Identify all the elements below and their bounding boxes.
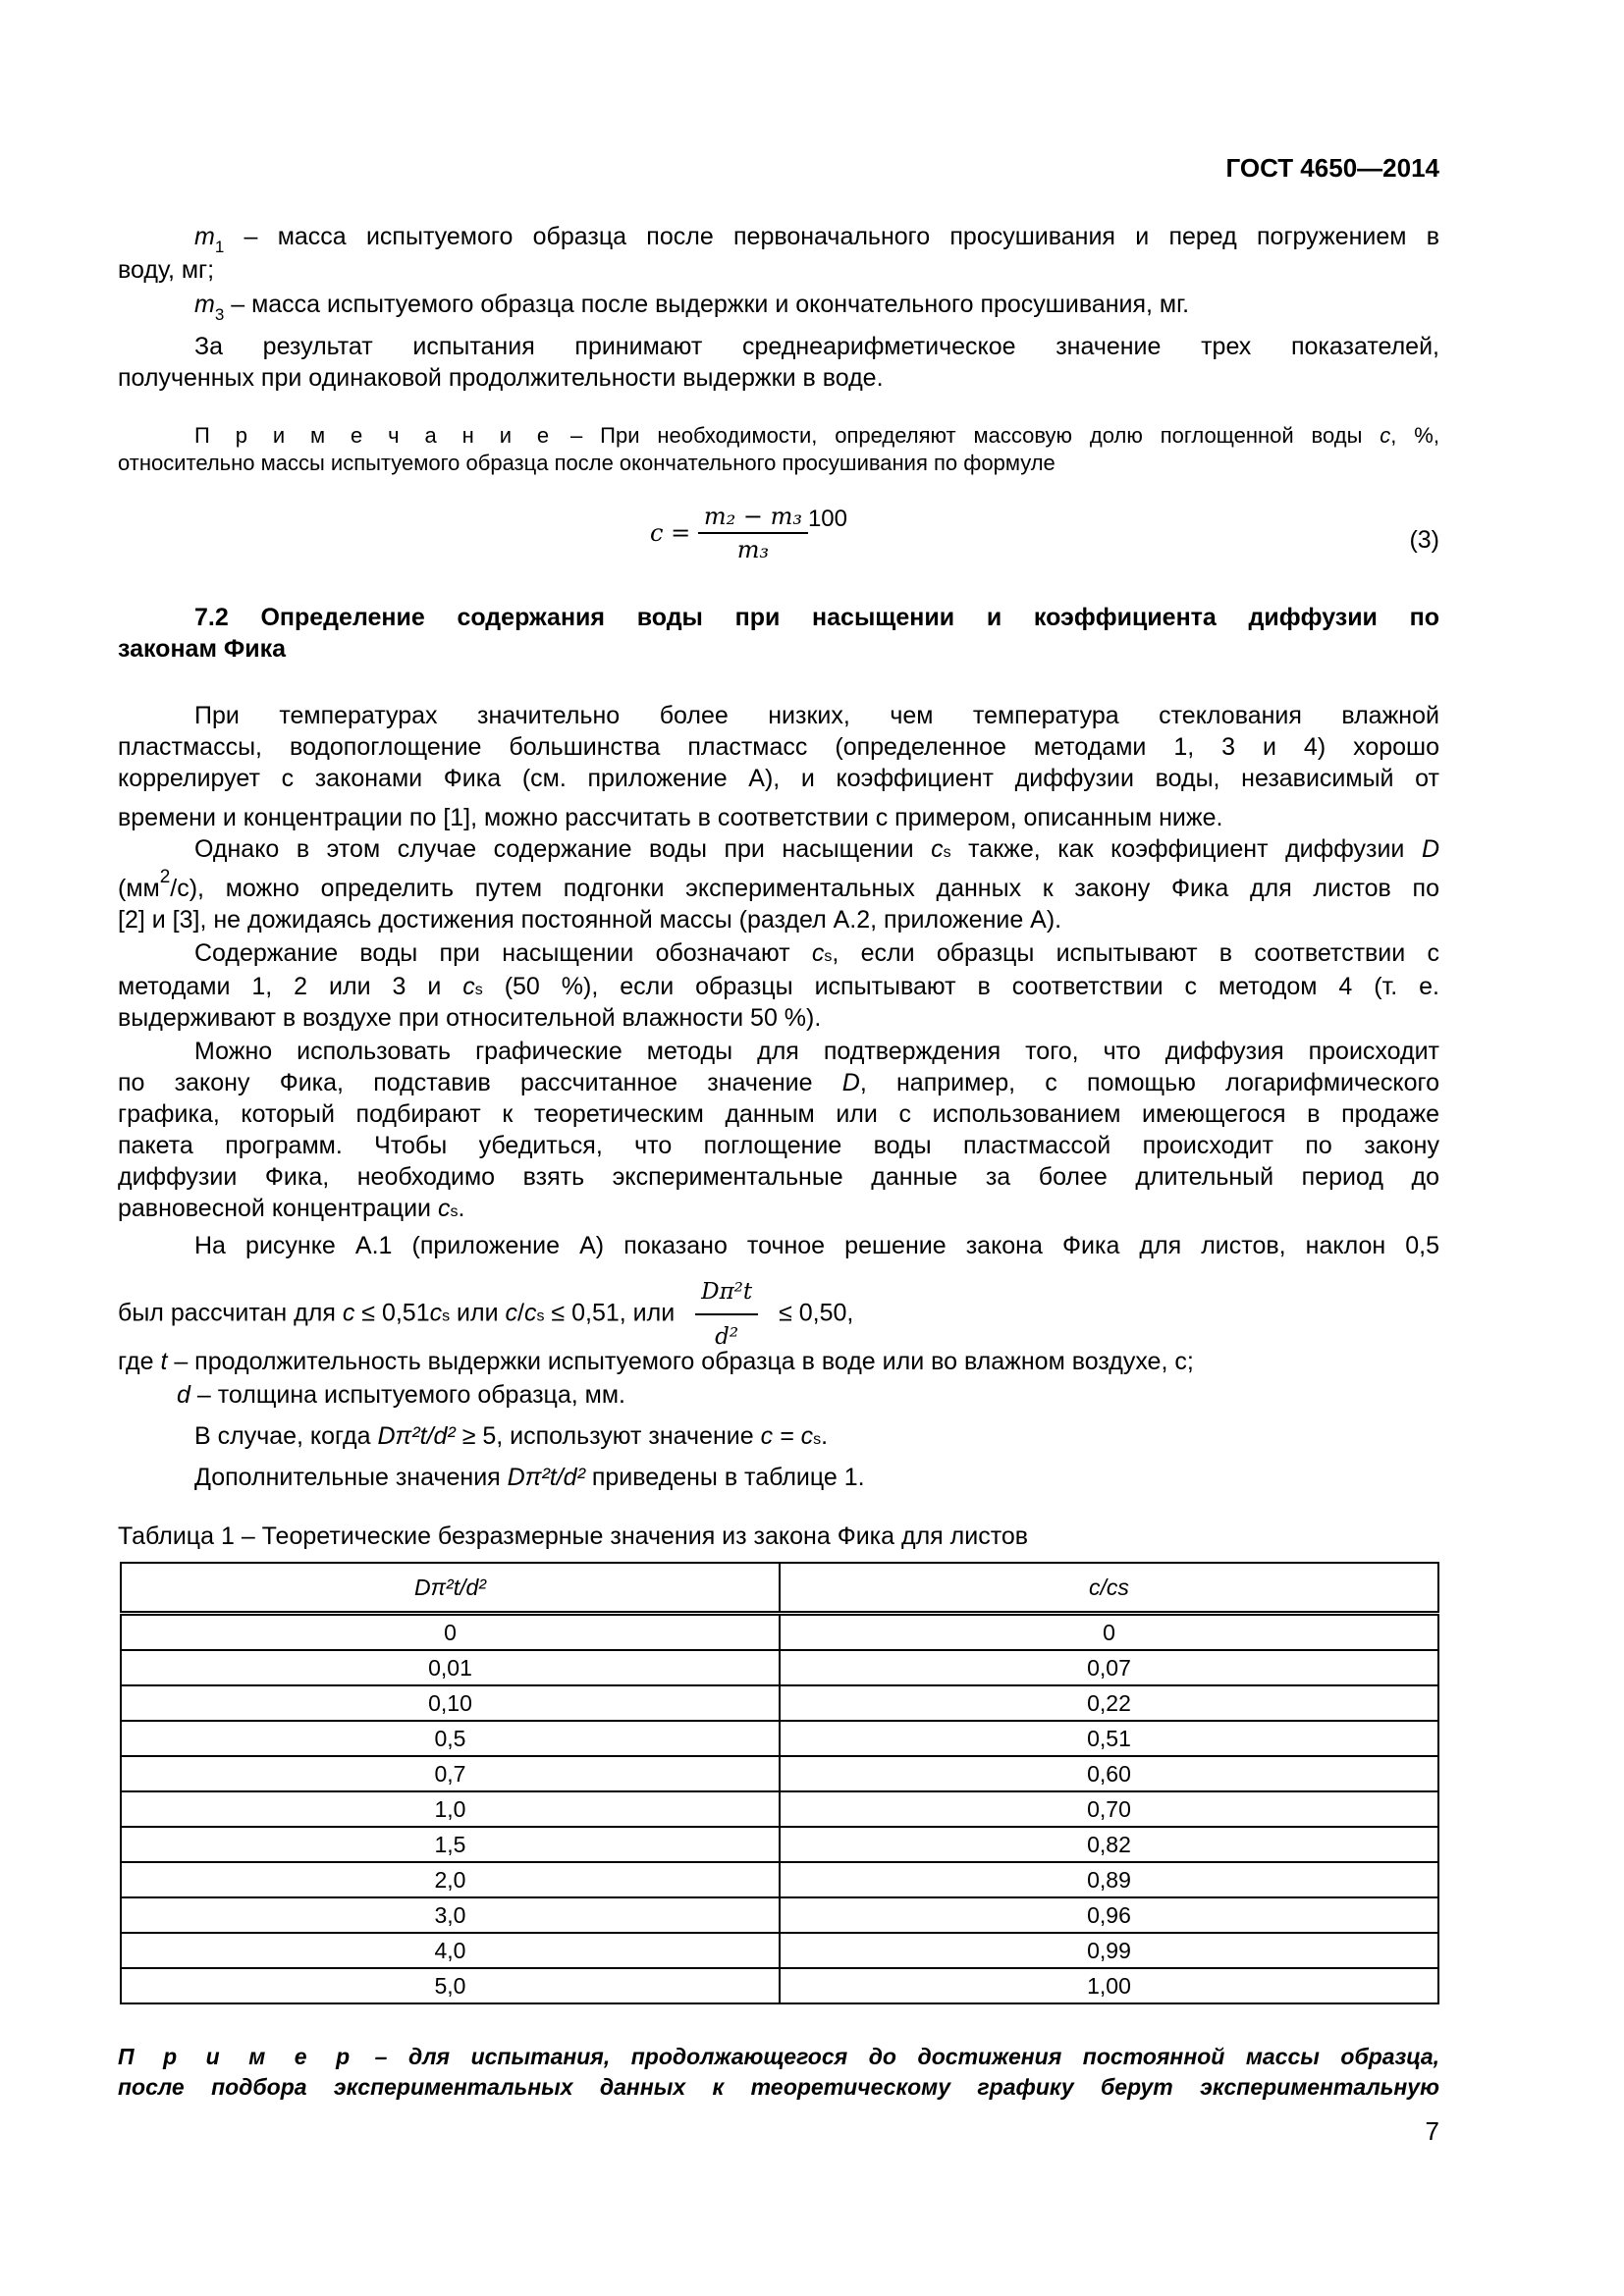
note-var-c: c [1380,423,1391,448]
extra-text-a: Дополнительные значения [194,1464,508,1491]
para2-mm-sup: 2 [159,867,171,887]
table-cell-concentration: 0,99 [780,1933,1438,1968]
cs-symbol: c [811,939,825,967]
example-label: П р и м е р [118,2044,354,2069]
t-symbol: t [160,1348,168,1375]
para5-text-b: ≤ 0,51 [354,1299,430,1327]
para3-text-a: Содержание воды при насыщении обозначают [194,939,812,967]
para4-line3: графика, который подбирают к теоретическим данным или с использованием имеющегося в продаже [118,1100,1439,1128]
c-symbol: c [505,1299,518,1327]
section-title-line2: законам Фика [118,635,287,663]
para3-line3: выдерживают в воздухе при относительной влажности 50 %). [118,1004,822,1032]
cs-subscript: s [442,1308,451,1325]
para4-line5: диффузии Фика, необходимо взять экспериментальные данные за более длительный период до [118,1163,1439,1191]
table-cell-ratio: 0 [121,1614,780,1651]
table-cell-ratio: 0,7 [121,1756,780,1791]
para4-text-b: , например, с помощью логарифмического [859,1069,1439,1096]
para3-text-d: (50 %), если образцы испытывают в соответствии с методом 4 (т. е. [482,973,1439,1000]
table-header-col2: c/cs [780,1563,1438,1614]
para2-mm: (мм [118,875,160,902]
para5-text-e: ≤ 0,50, [779,1299,854,1327]
formula-3 [650,503,847,563]
table-cell-concentration: 0,70 [780,1791,1438,1827]
extra-expr: Dπ²t/d² [507,1464,585,1491]
section-title-line1: 7.2 Определение содержания воды при насыщении и коэффициента диффузии по [194,604,1439,631]
ratio-denominator: d² [715,1324,739,1350]
table-cell-concentration: 1,00 [780,1968,1438,2003]
case-c-eq: c = c [760,1422,814,1450]
note-label: П р и м е ч а н и е [194,423,554,448]
table-row [121,1650,1438,1685]
para2-line1 [194,834,1439,868]
example-line1 [118,2042,1439,2072]
para4-line4: пакета программ. Чтобы убедиться, что поглощение воды пластмассой происходит по закону [118,1132,1439,1159]
table-cell-concentration: 0,82 [780,1827,1438,1862]
table-row [121,1685,1438,1721]
para4-text-d: . [458,1195,465,1222]
para5-text-c: или [450,1299,506,1327]
table-caption: Таблица 1 – Теоретические безразмерные значения из закона Фика для листов [118,1522,1029,1550]
para4-line6 [118,1194,1439,1227]
result-line1: За результат испытания принимают среднеарифметическое значение трех показателей, [194,333,1439,360]
m3-symbol: m [194,291,215,318]
table-cell-concentration: 0,22 [780,1685,1438,1721]
para5-text-d: ≤ 0,51, или [544,1299,676,1327]
m1-definition-line2: воду, мг; [118,256,215,284]
para1-line2: пластмассы, водопоглощение большинства пластмасс (определенное методами 1, 3 и 4) хорошо [118,733,1439,761]
case-line [194,1421,1439,1455]
table-cell-ratio: 2,0 [121,1862,780,1897]
d-symbol: D [1421,835,1439,863]
m1-text: – масса испытуемого образца после первоначального просушивания и перед погружением в [224,223,1439,250]
table-cell-ratio: 0,10 [121,1685,780,1721]
note-text-b: , %, [1390,423,1439,448]
cs-subscript: s [536,1308,545,1325]
where-d-definition [177,1380,1498,1411]
para2-text-c: /c), можно определить путем подгонки экспериментальных данных к закону Фика для листов по [170,875,1439,902]
cs-symbol: c [523,1299,537,1327]
d-text: – толщина испытуемого образца, мм. [189,1381,625,1409]
formula-number: (3) [1409,526,1439,554]
where-t-definition [118,1347,1439,1377]
cs-subscript: s [943,844,951,861]
para4-line2 [118,1068,1439,1098]
table-row [121,1933,1438,1968]
m3-subscript: 3 [214,305,225,324]
note-line1 [194,422,1439,450]
table-row [121,1968,1438,2003]
table-row [121,1862,1438,1897]
cs-symbol: c [931,835,944,863]
para2-text-a: Однако в этом случае содержание воды при насыщении [194,835,932,863]
para1-line3: коррелирует с законами Фика (см. приложение А), и коэффициент диффузии воды, независимый от [118,765,1439,792]
para1-line1: При температурах значительно более низких, чем температура стеклования влажной [194,702,1439,729]
cs-symbol: c [462,973,475,1000]
table-cell-ratio: 4,0 [121,1933,780,1968]
table-cell-concentration: 0,96 [780,1897,1438,1933]
d-thickness-symbol: d [177,1381,190,1409]
cs-subscript: s [450,1203,459,1220]
table-cell-concentration: 0,51 [780,1721,1438,1756]
table-cell-concentration: 0,07 [780,1650,1438,1685]
table-body [121,1614,1438,2004]
cs-symbol: c [429,1299,443,1327]
m3-text: – масса испытуемого образца после выдержки и окончательного просушивания, мг. [224,291,1190,318]
formula-fraction [698,503,808,563]
d-symbol: D [841,1069,860,1096]
para5-line1: На рисунке А.1 (приложение А) показано точное решение закона Фика для листов, наклон 0,5 [194,1232,1439,1259]
table-header-col1: Dπ²t/d² [121,1563,780,1614]
para4-text-a: по закону Фика, подставив рассчитанное значение [118,1069,842,1096]
table-cell-ratio: 0,01 [121,1650,780,1685]
table-cell-ratio: 3,0 [121,1897,780,1933]
m1-symbol: m [194,223,215,250]
table-cell-ratio: 5,0 [121,1968,780,2003]
para3-line1 [194,938,1439,972]
table-cell-concentration: 0,60 [780,1756,1438,1791]
case-text-b: ≥ 5, используют значение [455,1422,761,1450]
case-text-a: В случае, когда [194,1422,378,1450]
data-table [120,1562,1439,2004]
table-row [121,1721,1438,1756]
c-symbol: c [342,1299,355,1327]
table-row [121,1791,1438,1827]
table-row [121,1827,1438,1862]
para4-line1: Можно использовать графические методы для подтверждения того, что диффузия происходит [194,1038,1439,1065]
formula-denominator: m₃ [736,536,770,563]
where-word: где [118,1348,161,1375]
para3-text-b: , если образцы испытывают в соответствии с [832,939,1440,967]
para1-line4: времени и концентрации по [1], можно рассчитать в соответствии с примером, описанным ниже. [118,804,1223,831]
cs-subscript: s [813,1431,822,1448]
para2-text-b: также, как коэффициент диффузии [950,835,1422,863]
t-text: – продолжительность выдержки испытуемого образца в воде или во влажном воздухе, с; [167,1348,1194,1375]
case-end: . [821,1422,829,1450]
table-row [121,1897,1438,1933]
table-row [121,1756,1438,1791]
note-line2: относительно массы испытуемого образца после окончательного просушивания по формуле [118,451,1056,475]
formula-numerator: m₂ − m₃ [698,503,808,534]
example-text-a: – для испытания, продолжающегося до достижения постоянной массы образца, [353,2044,1440,2069]
table-cell-concentration: 0 [780,1614,1438,1651]
table-cell-concentration: 0,89 [780,1862,1438,1897]
cs-symbol: c [437,1195,451,1222]
m1-definition-line1 [194,222,1439,254]
table-row [121,1614,1438,1651]
example-line2: после подбора экспериментальных данных к теоретическому графику берут экспериментальную [118,2074,1439,2100]
para4-text-c: равновесной концентрации [118,1195,438,1222]
cs-subscript: s [824,948,833,965]
case-expr: Dπ²t/d² [377,1422,456,1450]
document-header: ГОСТ 4650—2014 [1225,153,1439,183]
table-cell-ratio: 0,5 [121,1721,780,1756]
result-line2: полученных при одинаковой продолжительности выдержки в воде. [118,364,884,392]
para5-line2: был рассчитан для c ≤ 0,51cs или c/cs ≤ 0,51, или $\frac{\text{Dπ²t}}{\text{d²}}$ ≤ 0,50, [118,1272,1439,1357]
cs-subscript: s [474,982,483,998]
para3-text-c: методами 1, 2 или 3 и [118,973,463,1000]
table-cell-ratio: 1,5 [121,1827,780,1862]
note-text-a: – При необходимости, определяют массовую долю поглощенной воды [553,423,1380,448]
table-cell-ratio: 1,0 [121,1791,780,1827]
para2-line2 [118,867,1439,906]
table-header-row [121,1563,1438,1614]
page-number: 7 [1425,2116,1439,2146]
m3-definition [194,290,1439,322]
formula-factor: 100 [807,506,847,532]
para5-text-a: был рассчитан для [118,1299,343,1327]
ratio-numerator: Dπ²t [695,1272,758,1315]
para2-line3: [2] и [3], не дожидаясь достижения постоянной массы (раздел А.2, приложение А). [118,906,1062,934]
extra-values-line [194,1463,1439,1493]
para3-line2 [118,972,1439,1005]
formula-lhs: c = [650,519,691,547]
ratio-fraction [695,1272,758,1357]
extra-text-b: приведены в таблице 1. [584,1464,865,1491]
m1-subscript: 1 [214,238,225,256]
